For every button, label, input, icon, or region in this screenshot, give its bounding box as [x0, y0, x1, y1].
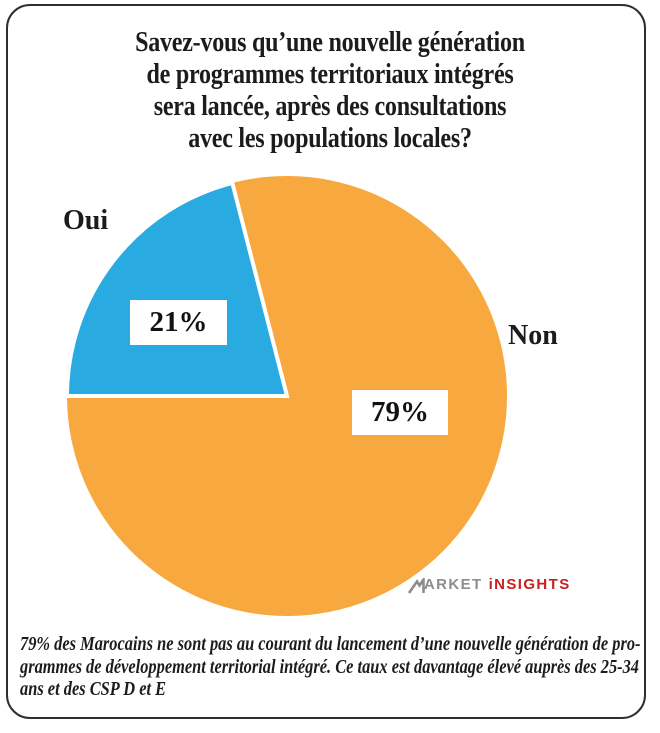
market-insights-logo	[410, 574, 571, 594]
logo-market-text: MARKET	[410, 575, 483, 593]
chart-title-line: avec les populations locales?	[188, 123, 472, 154]
chart-title-line: de programmes territoriaux intégrés	[146, 59, 514, 90]
footnote-line: grammes de développement territorial intégré. Ce taux est davantage élevé auprès des 25-34	[20, 655, 640, 678]
slice-label-non: Non	[508, 320, 558, 351]
footnote-line: ans et des CSP D et E	[20, 678, 167, 700]
chart-title-line: Savez-vous qu’une nouvelle génération	[135, 27, 525, 58]
logo-zigzag-m-icon	[408, 578, 425, 594]
logo-insights-text: iNSIGHTS	[488, 575, 571, 593]
slice-label-oui: Oui	[63, 205, 109, 236]
chart-title-line: sera lancée, après des consultations	[153, 91, 507, 122]
footnote	[20, 633, 641, 701]
footnote-line: 79% des Marocains ne sont pas au courant du lancement d’une nouvelle génération de pro-	[20, 633, 641, 655]
value-box-non: 79%	[352, 390, 448, 435]
value-box-oui: 21%	[130, 300, 227, 345]
